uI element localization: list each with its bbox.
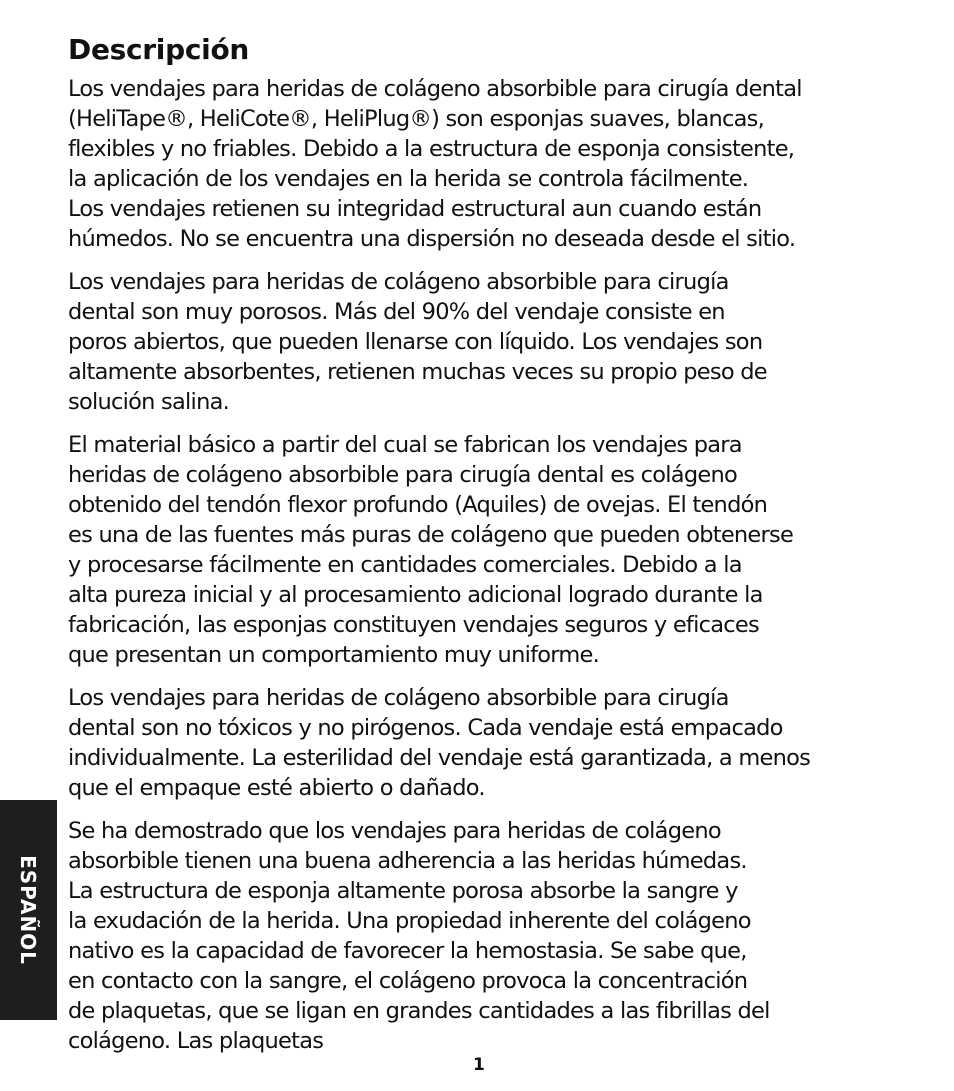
- text-line: la exudación de la herida. Una propiedad inherente del colágeno: [68, 908, 751, 934]
- text-line: colágeno. Las plaquetas: [68, 1028, 324, 1054]
- text-line: flexibles y no friables. Debido a la estructura de esponja consistente,: [68, 136, 795, 162]
- language-tab-label: ESPAÑOL: [16, 855, 40, 965]
- page-number: 1: [473, 1055, 485, 1075]
- text-line: solución salina.: [68, 389, 230, 415]
- text-line: dental son no tóxicos y no pirógenos. Cada vendaje está empacado: [68, 715, 783, 741]
- text-line: es una de las fuentes más puras de colágeno que pueden obtenerse: [68, 522, 794, 548]
- text-line: húmedos. No se encuentra una dispersión no deseada desde el sitio.: [68, 226, 796, 252]
- text-line: que presentan un comportamiento muy uniforme.: [68, 642, 600, 668]
- text-line: alta pureza inicial y al procesamiento adicional logrado durante la: [68, 582, 763, 608]
- text-line: Los vendajes para heridas de colágeno absorbible para cirugía dental: [68, 76, 802, 102]
- text-line: dental son muy porosos. Más del 90% del vendaje consiste en: [68, 299, 725, 325]
- text-line: altamente absorbentes, retienen muchas veces su propio peso de: [68, 359, 767, 385]
- text-line: nativo es la capacidad de favorecer la hemostasia. Se sabe que,: [68, 938, 747, 964]
- text-line: individualmente. La esterilidad del vendaje está garantizada, a menos: [68, 745, 811, 771]
- text-line: absorbible tienen una buena adherencia a las heridas húmedas.: [68, 848, 747, 874]
- text-line: La estructura de esponja altamente porosa absorbe la sangre y: [68, 878, 738, 904]
- text-line: que el empaque esté abierto o dañado.: [68, 775, 485, 801]
- text-line: Los vendajes para heridas de colágeno absorbible para cirugía: [68, 269, 729, 295]
- paragraph-description-1: [68, 74, 802, 254]
- language-tab: [0, 800, 57, 1020]
- text-line: (HeliTape®, HeliCote®, HeliPlug®) son esponjas suaves, blancas,: [68, 106, 765, 132]
- text-line: heridas de colágeno absorbible para cirugía dental es colágeno: [68, 462, 737, 488]
- text-line: la aplicación de los vendajes en la herida se controla fácilmente.: [68, 166, 749, 192]
- paragraph-porosity: [68, 267, 767, 417]
- text-line: fabricación, las esponjas constituyen vendajes seguros y eficaces: [68, 612, 759, 638]
- paragraph-sterility: [68, 683, 810, 803]
- paragraph-material: [68, 430, 793, 670]
- text-line: obtenido del tendón flexor profundo (Aquiles) de ovejas. El tendón: [68, 492, 768, 518]
- text-line: Se ha demostrado que los vendajes para heridas de colágeno: [68, 818, 721, 844]
- text-line: Los vendajes para heridas de colágeno absorbible para cirugía: [68, 685, 729, 711]
- page-title: Descripción: [68, 33, 250, 66]
- text-line: El material básico a partir del cual se fabrican los vendajes para: [68, 432, 742, 458]
- text-line: Los vendajes retienen su integridad estructural aun cuando están: [68, 196, 762, 222]
- text-line: de plaquetas, que se ligan en grandes cantidades a las fibrillas del: [68, 998, 770, 1024]
- text-line: en contacto con la sangre, el colágeno provoca la concentración: [68, 968, 748, 994]
- text-line: poros abiertos, que pueden llenarse con líquido. Los vendajes son: [68, 329, 763, 355]
- paragraph-hemostasis: [68, 816, 770, 1056]
- text-line: y procesarse fácilmente en cantidades comerciales. Debido a la: [68, 552, 742, 578]
